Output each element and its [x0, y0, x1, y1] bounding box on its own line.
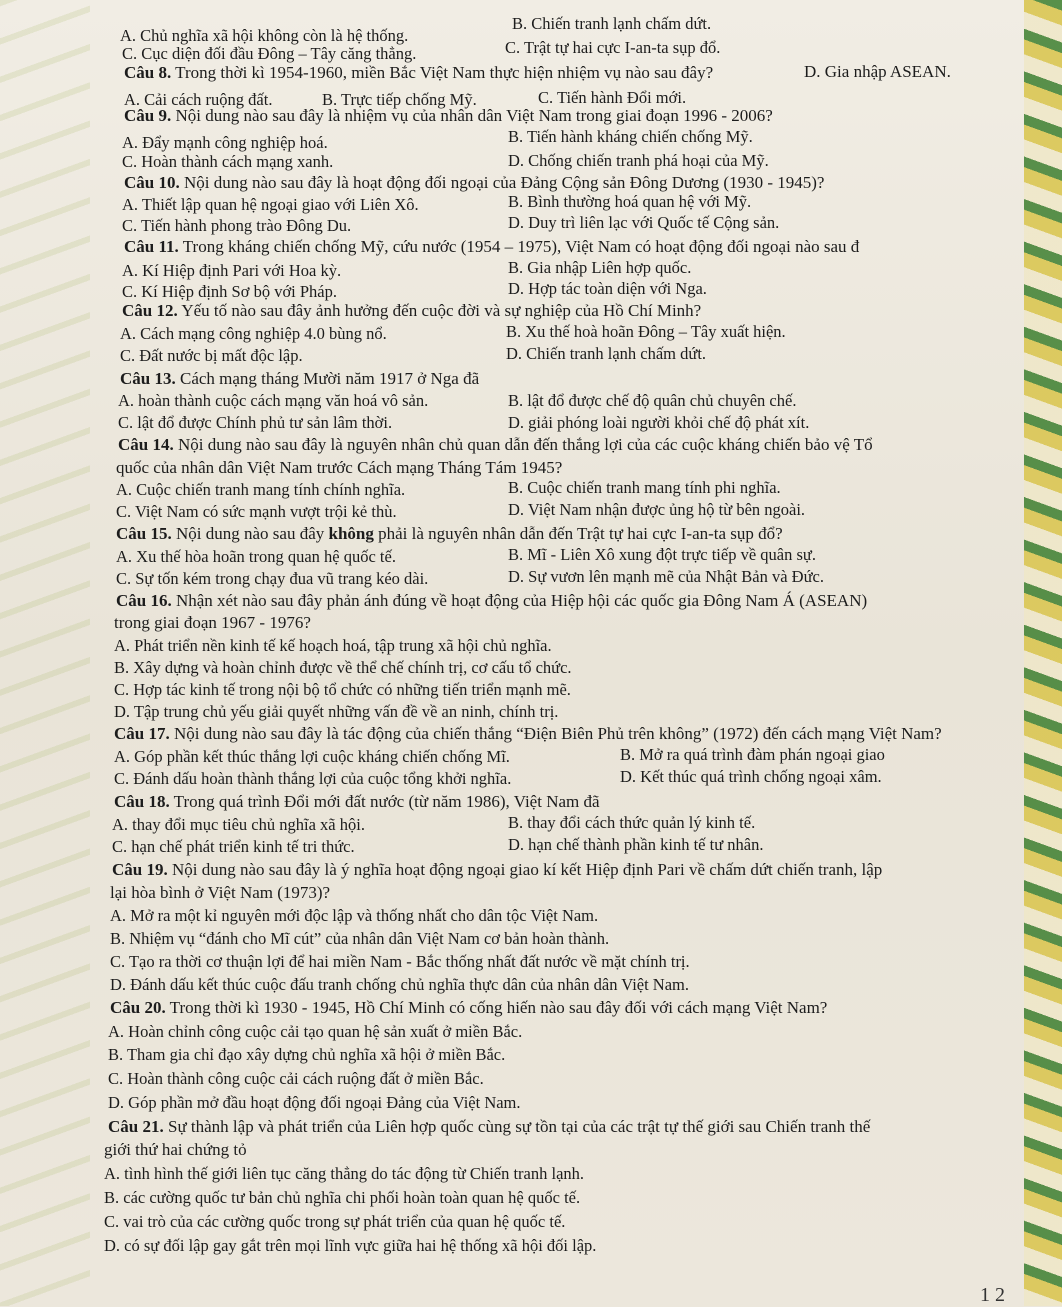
- question-9: [124, 106, 773, 126]
- question-text: Trong quá trình Đổi mới đất nước (từ năm 1986), Việt Nam đã: [169, 792, 600, 811]
- question-14: [118, 435, 873, 455]
- left-binding-edge: [0, 0, 90, 1306]
- question-number: Câu 16.: [116, 591, 172, 610]
- option-text: B. Trực tiếp chống Mỹ.: [322, 90, 477, 109]
- question-keyword: không: [328, 524, 374, 543]
- option-text: C. Hợp tác kinh tế trong nội bộ tổ chức có những tiến triển mạnh mẽ.: [114, 680, 571, 699]
- question-text: Trong thời kì 1954-1960, miền Bắc Việt Nam thực hiện nhiệm vụ nào sau đây?: [171, 63, 714, 82]
- option-text: C. Kí Hiệp định Sơ bộ với Pháp.: [122, 282, 337, 301]
- option-text: A. tình hình thế giới liên tục căng thẳng do tác động từ Chiến tranh lạnh.: [104, 1164, 585, 1183]
- option-text: B. thay đổi cách thức quản lý kinh tế.: [508, 813, 756, 832]
- option-text: D. Góp phần mở đầu hoạt động đối ngoại Đảng của Việt Nam.: [108, 1093, 521, 1112]
- question-text: phải là nguyên nhân dẫn đến Trật tự hai cực I-an-ta sụp đổ?: [373, 524, 783, 543]
- right-decorative-edge: [1024, 0, 1062, 1306]
- option-text: B. Xây dựng và hoàn chỉnh được về thể chế chính trị, cơ cấu tổ chức.: [114, 658, 572, 677]
- option-text: A. Thiết lập quan hệ ngoại giao với Liên Xô.: [122, 195, 419, 214]
- question-text: Nhận xét nào sau đây phản ánh đúng về hoạt động của Hiệp hội các quốc gia Đông Nam Á (ASEAN): [171, 591, 868, 610]
- option-text: B. Mĩ - Liên Xô xung đột trực tiếp về quân sự.: [508, 545, 816, 564]
- option-text: C. hạn chế phát triển kinh tế tri thức.: [112, 837, 355, 856]
- option-text: A. Mở ra một kỉ nguyên mới độc lập và thống nhất cho dân tộc Việt Nam.: [110, 906, 599, 925]
- question-16: [116, 591, 867, 611]
- option-text: C. Đất nước bị mất độc lập.: [120, 346, 303, 365]
- question-number: Câu 9.: [124, 106, 172, 125]
- option-text: B. Tham gia chỉ đạo xây dựng chủ nghĩa xã hội ở miền Bắc.: [108, 1045, 506, 1064]
- option-text: C. Hoàn thành cách mạng xanh.: [122, 152, 334, 171]
- option-text: A. Góp phần kết thúc thắng lợi cuộc kháng chiến chống Mĩ.: [114, 747, 510, 766]
- option-text: B. Bình thường hoá quan hệ với Mỹ.: [508, 192, 752, 211]
- question-text: Yếu tố nào sau đây ảnh hưởng đến cuộc đời và sự nghiệp của Hồ Chí Minh?: [177, 301, 702, 320]
- option-text: D. Chiến tranh lạnh chấm dứt.: [506, 344, 707, 363]
- option-text: A. Cách mạng công nghiệp 4.0 bùng nổ.: [120, 324, 387, 343]
- option-text: C. Sự tốn kém trong chạy đua vũ trang kéo dài.: [116, 569, 429, 588]
- option-text: A. Hoàn chỉnh công cuộc cải tạo quan hệ sản xuất ở miền Bắc.: [108, 1022, 523, 1041]
- option-text: A. Cải cách ruộng đất.: [124, 90, 273, 109]
- option-text: B. Chiến tranh lạnh chấm dứt.: [512, 14, 712, 33]
- option-text: C. lật đổ được Chính phủ tư sản lâm thời.: [118, 413, 393, 432]
- question-text: Nội dung nào sau đây: [171, 524, 329, 543]
- question-12: [122, 301, 701, 321]
- question-number: Câu 18.: [114, 792, 170, 811]
- question-21: [108, 1117, 870, 1137]
- option-text: B. Tiến hành kháng chiến chống Mỹ.: [508, 127, 753, 146]
- question-number: Câu 8.: [124, 63, 172, 82]
- option-text: C. Việt Nam có sức mạnh vượt trội kẻ thù.: [116, 502, 397, 521]
- question-text: giới thứ hai chứng tỏ: [104, 1140, 247, 1159]
- option-text: B. Gia nhập Liên hợp quốc.: [508, 258, 692, 277]
- question-number: Câu 21.: [108, 1117, 164, 1136]
- option-text: C. vai trò của các cường quốc trong sự phát triển của quan hệ quốc tế.: [104, 1212, 566, 1231]
- option-text: D. giải phóng loài người khỏi chế độ phát xít.: [508, 413, 810, 432]
- question-text: Nội dung nào sau đây là hoạt động đối ngoại của Đảng Cộng sản Đông Dương (1930 - 1945)?: [179, 173, 825, 192]
- question-number: Câu 10.: [124, 173, 180, 192]
- option-text: B. Nhiệm vụ “đánh cho Mĩ cút” của nhân dân Việt Nam cơ bản hoàn thành.: [110, 929, 610, 948]
- question-text: Trong thời kì 1930 - 1945, Hồ Chí Minh có cống hiến nào sau đây đối với cách mạng Việt Nam?: [165, 998, 828, 1017]
- question-text: Nội dung nào sau đây là nhiệm vụ của nhân dân Việt Nam trong giai đoạn 1996 - 2006?: [171, 106, 773, 125]
- question-number: Câu 20.: [110, 998, 166, 1017]
- option-text: D. Kết thúc quá trình chống ngoại xâm.: [620, 767, 882, 786]
- question-text: Cách mạng tháng Mười năm 1917 ở Nga đã: [175, 369, 480, 388]
- question-text: Trong kháng chiến chống Mỹ, cứu nước (1954 – 1975), Việt Nam có hoạt động đối ngoại nào sau đ: [178, 237, 860, 256]
- option-text: A. hoàn thành cuộc cách mạng văn hoá vô sản.: [118, 391, 429, 410]
- question-text: quốc của nhân dân Việt Nam trước Cách mạng Tháng Tám 1945?: [116, 458, 563, 477]
- question-text: Nội dung nào sau đây là nguyên nhân chủ quan dẫn đến thắng lợi của các cuộc kháng chiến bảo vệ Tổ: [173, 435, 873, 454]
- question-number: Câu 12.: [122, 301, 178, 320]
- question-text: trong giai đoạn 1967 - 1976?: [114, 613, 311, 632]
- question-text: lại hòa bình ở Việt Nam (1973)?: [110, 883, 331, 902]
- question-text: Nội dung nào sau đây là tác động của chiến thắng “Điện Biên Phủ trên không” (1972) đến cách mạng Việt Nam?: [169, 724, 942, 743]
- question-number: Câu 11.: [124, 237, 179, 256]
- option-text: D. Tập trung chủ yếu giải quyết những vấn đề về an ninh, chính trị.: [114, 702, 559, 721]
- option-text: C. Tiến hành phong trào Đông Du.: [122, 216, 352, 235]
- question-17: [114, 724, 942, 744]
- option-text: C. Trật tự hai cực I-an-ta sụp đổ.: [505, 38, 721, 57]
- option-text: D. Việt Nam nhận được ủng hộ từ bên ngoài.: [508, 500, 806, 519]
- question-19: [112, 860, 882, 880]
- option-text: A. Xu thế hòa hoãn trong quan hệ quốc tế.: [116, 547, 396, 566]
- option-text: C. Tạo ra thời cơ thuận lợi để hai miền Nam - Bắc thống nhất đất nước về mặt chính trị.: [110, 952, 690, 971]
- option-text: A. Phát triển nền kinh tế kế hoạch hoá, tập trung xã hội chủ nghĩa.: [114, 636, 552, 655]
- option-text: B. các cường quốc tư bản chủ nghĩa chi phối hoàn toàn quan hệ quốc tế.: [104, 1188, 581, 1207]
- option-text: B. Mở ra quá trình đàm phán ngoại giao: [620, 745, 885, 764]
- option-text: C. Đánh dấu hoàn thành thắng lợi của cuộc tổng khởi nghĩa.: [114, 769, 512, 788]
- option-text: D. Chống chiến tranh phá hoại của Mỹ.: [508, 151, 769, 170]
- question-number: Câu 14.: [118, 435, 174, 454]
- question-18: [114, 792, 600, 812]
- question-number: Câu 15.: [116, 524, 172, 543]
- option-text: B. Cuộc chiến tranh mang tính phi nghĩa.: [508, 478, 781, 497]
- option-text: D. hạn chế thành phần kinh tế tư nhân.: [508, 835, 764, 854]
- option-text: D. Sự vươn lên mạnh mẽ của Nhật Bản và Đức.: [508, 567, 824, 586]
- option-text: D. Hợp tác toàn diện với Nga.: [508, 279, 707, 298]
- option-text: C. Hoàn thành công cuộc cải cách ruộng đất ở miền Bắc.: [108, 1069, 484, 1088]
- page-corner-mark: 1 2: [980, 1284, 1005, 1306]
- option-text: B. lật đổ được chế độ quân chủ chuyên chế.: [508, 391, 797, 410]
- option-text: A. thay đổi mục tiêu chủ nghĩa xã hội.: [112, 815, 365, 834]
- question-20: [110, 998, 827, 1018]
- option-text: D. Đánh dấu kết thúc cuộc đấu tranh chống chủ nghĩa thực dân của nhân dân Việt Nam.: [110, 975, 690, 994]
- option-text: C. Tiến hành Đổi mới.: [538, 88, 687, 107]
- option-text: C. Cục diện đối đầu Đông – Tây căng thẳng.: [122, 44, 417, 63]
- option-text: A. Đẩy mạnh công nghiệp hoá.: [122, 133, 328, 152]
- option-text: A. Kí Hiệp định Pari với Hoa kỳ.: [122, 261, 342, 280]
- question-10: [124, 173, 824, 193]
- question-8: [124, 63, 713, 83]
- question-13: [120, 369, 479, 389]
- question-text: Sự thành lập và phát triển của Liên hợp quốc cùng sự tồn tại của các trật tự thế giới sau Chiến tranh thế: [163, 1117, 871, 1136]
- question-11: [124, 237, 859, 257]
- question-number: Câu 17.: [114, 724, 170, 743]
- option-text: D. Duy trì liên lạc với Quốc tế Cộng sản.: [508, 213, 780, 232]
- option-text: D. có sự đối lập gay gắt trên mọi lĩnh vực giữa hai hệ thống xã hội đối lập.: [104, 1236, 597, 1255]
- option-text: B. Xu thế hoà hoãn Đông – Tây xuất hiện.: [506, 322, 786, 341]
- question-text: Nội dung nào sau đây là ý nghĩa hoạt động ngoại giao kí kết Hiệp định Pari về chấm dứt chiến tranh, lập: [167, 860, 883, 879]
- question-number: Câu 13.: [120, 369, 176, 388]
- option-text: A. Chủ nghĩa xã hội không còn là hệ thống.: [120, 26, 409, 45]
- question-number: Câu 19.: [112, 860, 168, 879]
- option-text: D. Gia nhập ASEAN.: [804, 62, 951, 81]
- question-15: [116, 524, 783, 544]
- option-text: A. Cuộc chiến tranh mang tính chính nghĩa.: [116, 480, 406, 499]
